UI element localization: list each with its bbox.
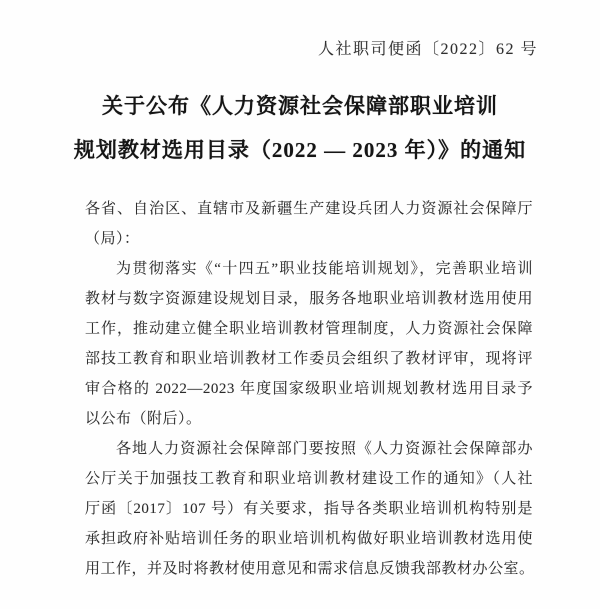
paragraph-1-line-1: 为贯彻落实《“十四五”职业技能培训规划》，完善职业培训: [116, 261, 533, 277]
salutation-line-1: 各省、自治区、直辖市及新疆生产建设兵团人力资源社会保障厅: [85, 201, 533, 217]
paragraph-1-line-6: 以公布（附后）。: [85, 411, 202, 427]
paragraph-2-line-4: 承担政府补贴培训任务的职业培训机构做好职业培训教材选用使: [85, 531, 533, 547]
document-title: [0, 84, 600, 172]
paragraph-1-line-5: 审合格的 2022—2023 年度国家级职业培训规划教材选用目录予: [85, 381, 533, 397]
paragraph-1-line-3: 工作，推动建立健全职业培训教材管理制度，人力资源社会保障: [85, 321, 533, 337]
paragraph-2-line-5: 用工作，并及时将教材使用意见和需求信息反馈我部教材办公室。: [85, 561, 535, 577]
salutation-line-2: （局）：: [85, 231, 140, 247]
paragraph-2-line-3: 厅函〔2017〕107 号）有关要求，指导各类职业培训机构特别是: [85, 501, 533, 517]
paragraph-2-line-1: 各地人力资源社会保障部门要按照《人力资源社会保障部办: [116, 441, 533, 457]
paragraph-1-line-2: 教材与数字资源建设规划目录，服务各地职业培训教材选用使用: [85, 291, 533, 307]
document-number: 人社职司便函〔2022〕62 号: [317, 41, 538, 58]
paragraph-2-line-2: 公厅关于加强技工教育和职业培训教材建设工作的通知》（人社: [85, 471, 533, 487]
document-title-line-1: 关于公布《人力资源社会保障部职业培训: [102, 94, 498, 118]
paragraph-1-line-4: 部技工教育和职业培训教材工作委员会组织了教材评审，现将评: [85, 351, 533, 367]
document-body: [85, 194, 533, 584]
document-title-line-2: 规划教材选用目录（2022 — 2023 年）》的通知: [73, 138, 527, 162]
